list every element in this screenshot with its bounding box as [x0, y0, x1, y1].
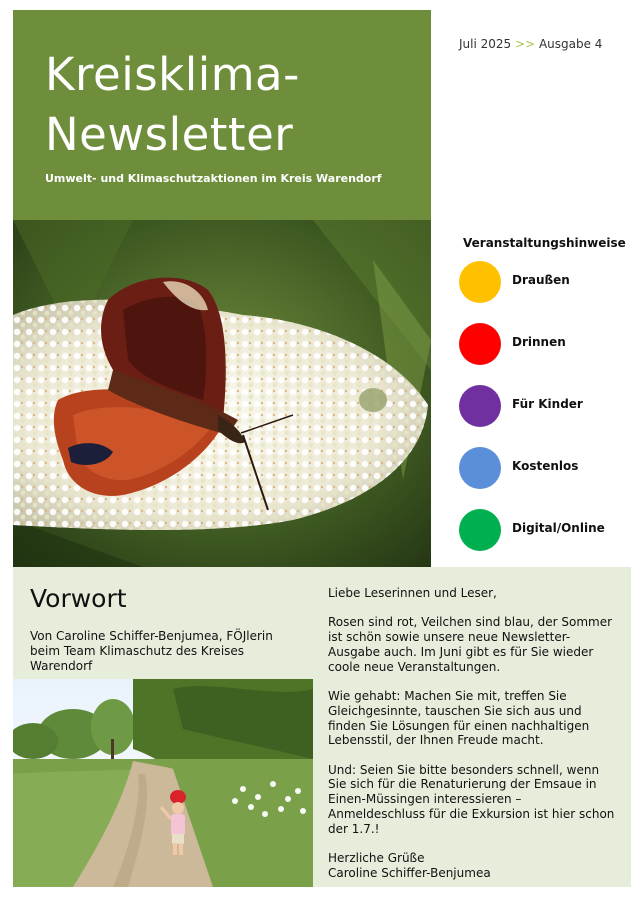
- vorwort-letter: [328, 586, 616, 881]
- issue-number: Ausgabe 4: [538, 37, 603, 51]
- letter-paragraph-1: Rosen sind rot, Veilchen sind blau, der Sommer ist schön sowie unsere neue Newsletter-Ausgabe auch. Im Juni gibt es für Sie wieder coole neue Veranstaltungen.: [328, 615, 613, 674]
- issue-separator: >>: [515, 37, 536, 51]
- path-photo: [13, 679, 313, 887]
- title-line-2: Newsletter: [45, 108, 294, 161]
- butterfly-photo: [13, 220, 431, 567]
- red-dot-icon: [459, 323, 501, 365]
- legend-label: Für Kinder: [512, 397, 583, 411]
- legend-label: Kostenlos: [512, 459, 579, 473]
- letter-signature: Caroline Schiffer-Benjumea: [328, 865, 491, 880]
- letter-paragraph-2: Wie gehabt: Machen Sie mit, treffen Sie Gleichgesinnte, tauschen Sie sich aus und finden Sie Lösungen für einen nachhaltigen Lebensstil, der Ihnen Freude macht.: [328, 688, 590, 748]
- green-dot-icon: [459, 509, 501, 551]
- vorwort-title: Vorwort: [30, 584, 127, 613]
- purple-dot-icon: [459, 385, 501, 427]
- legend-title: Veranstaltungshinweise: [463, 236, 626, 250]
- butterfly-illustration: [13, 220, 431, 567]
- yellow-dot-icon: [459, 261, 501, 303]
- letter-greeting: Liebe Leserinnen und Leser,: [328, 586, 497, 600]
- legend-label: Drinnen: [512, 335, 566, 349]
- letter-closing: Herzliche Grüße: [328, 851, 425, 866]
- newsletter-subtitle: Umwelt- und Klimaschutzaktionen im Kreis Warendorf: [45, 172, 382, 185]
- newsletter-title: [45, 45, 300, 165]
- issue-date: Juli 2025: [459, 37, 512, 51]
- letter-paragraph-3: Und: Seien Sie bitte besonders schnell, wenn Sie sich für die Renaturierung der Emsaue in Einen-Müssingen interessieren – Anmeldeschluss für die Exkursion ist hier schon der 1.7.!: [328, 762, 615, 836]
- blue-dot-icon: [459, 447, 501, 489]
- title-line-1: Kreisklima-: [45, 48, 300, 101]
- legend-label: Digital/Online: [512, 521, 605, 535]
- child-on-path-illustration: [13, 679, 313, 887]
- issue-info: [459, 37, 602, 51]
- legend-label: Draußen: [512, 273, 570, 287]
- vorwort-author: Von Caroline Schiffer-Benjumea, FÖJlerin beim Team Klimaschutz des Kreises Warendorf: [30, 629, 273, 673]
